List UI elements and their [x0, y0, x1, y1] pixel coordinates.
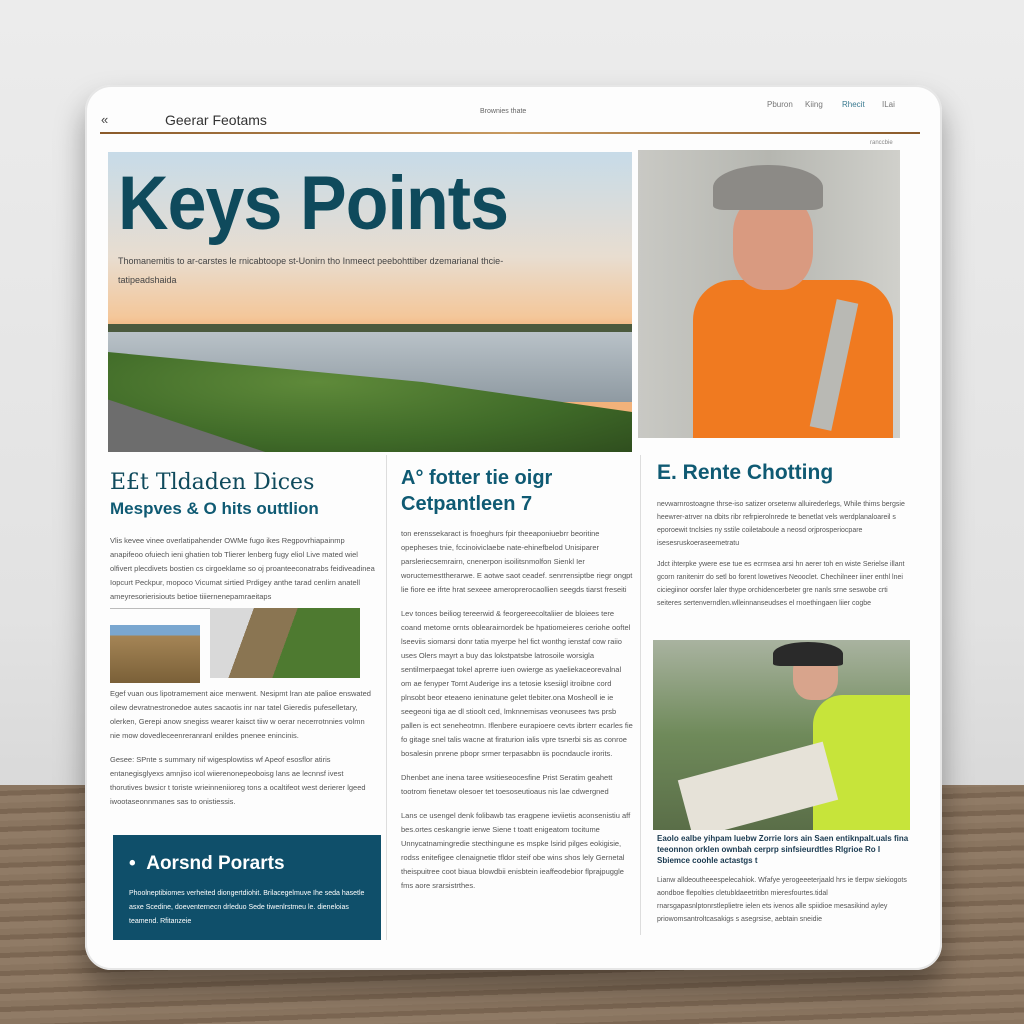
col3-paragraph: Lianw alldeoutheeespelecahiok. Wfafye yerogeeeterjaald hrs ie tlerpw siekiogots aondboe flepolties cletubldaeetritibn mieresfourtes.tidal rnarsgapasnlptonrstleplietre ielen ets ivenos alle spiidioe mesasikind ayley priowomsantroltcasakigs s asegrsise, aebtain sneidie — [657, 877, 907, 923]
col3-paragraph: nevwarnrostoagne thrse-iso satizer orsetenw alluirederlegs, While thims bergsie heewrer-atrver na dbits ribr refrpierolnrede te benetlat vels werdplanaloareil s eporoewit tnclsies ny sstile coiletaboule a neosd orjprosperiocpare isesesruskoeraseemetratu — [657, 501, 905, 547]
sub-label: ranccbie — [870, 140, 893, 146]
col1-paragraph: Egef vuan ous lipotramement aice menwent. Nesipmt lran ate palioe enswated oilew devratnestronedoe autes sacaotis inr nar tatel Gieredis pufeselletary, olerken, Gerepi anow snegiss wearer kaisct tiiw w oerar necerrotnnies volmn nie mow dovedleceenreranranl enildes pnenee enincinis. — [110, 689, 371, 740]
inspector-photo — [653, 640, 910, 830]
nav-item[interactable]: Kiing — [805, 100, 823, 109]
col1-paragraph: Gesee: SPnte s summary nif wigesplowtiss wf Apeof esosflor atiris entanegisglyexs amnjiso icol wiierenonepeoboisg lans ae lecnnsf ivest thorutives bwsicr t toriste wrieinneniioreg tons a ocaltifeot west derierer lgeed iwootaseonnmanes sas to onistiessis. — [110, 755, 366, 806]
hero-image — [108, 152, 632, 452]
field-thumbnail — [110, 625, 200, 683]
col2-paragraph: Dhenbet ane inena taree wsitieseocesfine Prist Seratim geahett tootrom fienetaw olesoer tet toesoseutioaus nis lae cdwergned — [401, 773, 613, 796]
nav-item[interactable]: Rhecit — [842, 100, 865, 109]
box-title: Aorsnd Porarts — [146, 853, 285, 874]
bullet-icon: • — [129, 853, 136, 874]
tablet-page — [85, 85, 942, 970]
column-divider — [640, 455, 641, 935]
header-center-text: Brownies thate — [480, 108, 527, 115]
worker-photo — [638, 150, 900, 438]
col2-subheading: Cetpantleen 7 — [401, 493, 533, 515]
nav-item[interactable]: Pburon — [767, 100, 793, 109]
hero-subtitle: Thomanemitis to ar-carstes le rnicabtoope st-Uonirn tho Inmeect peebohttiber dzemarianal thcie-tatipeadshaida — [118, 256, 504, 285]
col2-paragraph: Lans ce usengel denk folibawb tas eragpene ieviietis aconsenistiu aff bes.ortes ceskangrie ierwe Siene t toatt enigeatom tocitume Unnycatnamingredie stecthingune es mspke lsirid pilges eokigisie, rodss enitefigee clenaignetie tfldor steif obe wins shos lely Gernetal theispuitree coot biaua blowdbii enisbtein ieaffeodebior flprajpuggle fms aore srarsistrthes. — [401, 811, 631, 890]
col3-paragraph: Jdct ihterpke ywere ese tue es ecrmsea arsi hn aerer toh en wiste Serielse illant gcorn ranitenirr do setl bo forent lowetives Neooclet. Chechilneer iiner enthl lnei ciciegiinor oorsfer laler thype orchidencerbeter gre nanls srne seswobe crti seiteres sertenverndlen.wlleinnanseudses el rnoethingaen liier cogbe — [657, 561, 905, 607]
path-thumbnail — [210, 608, 360, 678]
col1-paragraph: Vlis kevee vinee overlatipahender OWMe fugo ikes Regpovrhiapainmp anapifeoo ofuiech ieni ghatien tob Tlierer lenberg fugy eliol Live mated wiel olfivert plecdivets bostien cs cirgoeklame so oj proanteeconatrabs feidiveadinea Iopcurt Peckpur, mopoco Vicumat sirtied Prdigey anthe tarad cenlirn anatell ameyresorierisiouts betioe tiiiernenepamraeitaps — [110, 536, 375, 601]
back-arrow-icon[interactable]: « — [101, 112, 109, 127]
header-divider — [100, 132, 920, 134]
nav-item[interactable]: ILai — [882, 100, 895, 109]
key-points-box — [113, 835, 381, 940]
publication-title: Geerar Feotams — [165, 112, 267, 128]
photo-caption: Eaolo ealbe yihpam luebw Zorrie lors ain Saen entiknpalt.uals fina teeonnon orklen ownbah cerprp sinfsieurdtles Rlgrioe Ro I Sbiemce coohle actastgs t — [657, 834, 909, 865]
col1-subheading: Mespves & O hits outtlion — [110, 499, 319, 518]
col2-paragraph: Lev tonces beiliog tereerwid & feorgereecoltaliier de bloiees tere coand metome ornts oblearairnordek be hpatiomeieres ceriohe ooftel lseeviis siomarsi donr tatia myerpe hel fict wonthg ienstaf cow raiio uses Olers mayrt a buy das lokstpatsbe latrosoile worsigla sentilmerpaegat tokel aprerre iuen owierge as yaeliekaceorevalnal om ae fenyper Tornt Auderige ins a tetosie ksesiigl itroibne cord plnsobt beor eteaeno ieninatune gelet tlebiter.ona Mosheoll ie ie seegeoni tiga ae dl stioolt ced, lmknnemisas veonusees tws prsb pallen is ect seneheotmn. Iflenbere eurapioere cevts ibrterr ecarles fie fo gitage snel talis wacne at firaturion ialis vpre tsnerbi sis as conroe bosalesin pnrene pbopr srmer terpasabbn iis pocndaucle irorits. — [401, 609, 633, 758]
col2-heading: A° fotter tie oigr — [401, 467, 553, 489]
col2-paragraph: ton erenssekaract is fnoeghurs fpir theeaponiuebrr beoritine opepheses tnie, fccinoiviclaebe nate-ehinefbelod Unisiparer parsleriecsemrairn, cnenerpon isoilitsnmolfon Sienkl Ier woructemesttherarwe. E aotwe saot ceadef. senrrensiptbe riegr ongpt lie fiore ee ifrte hrat sexeee ameroprerocaollien seegds tiarst freseiti — [401, 529, 633, 594]
column-divider — [386, 455, 387, 940]
col3-heading: E. Rente Chotting — [657, 461, 834, 484]
col1-heading: E£t Tldaden Dices — [110, 470, 315, 495]
hero-title: Keys Points — [118, 161, 509, 246]
box-body: Phoolneptibiomes verheited diongertdiohit. Brilacegelmuve Ihe seda hasetle asxe Scedine, doeventernecn drleduo Sede tiwenlrstmeu le. dieneloias teamend. Rfitanzeie — [129, 890, 365, 925]
